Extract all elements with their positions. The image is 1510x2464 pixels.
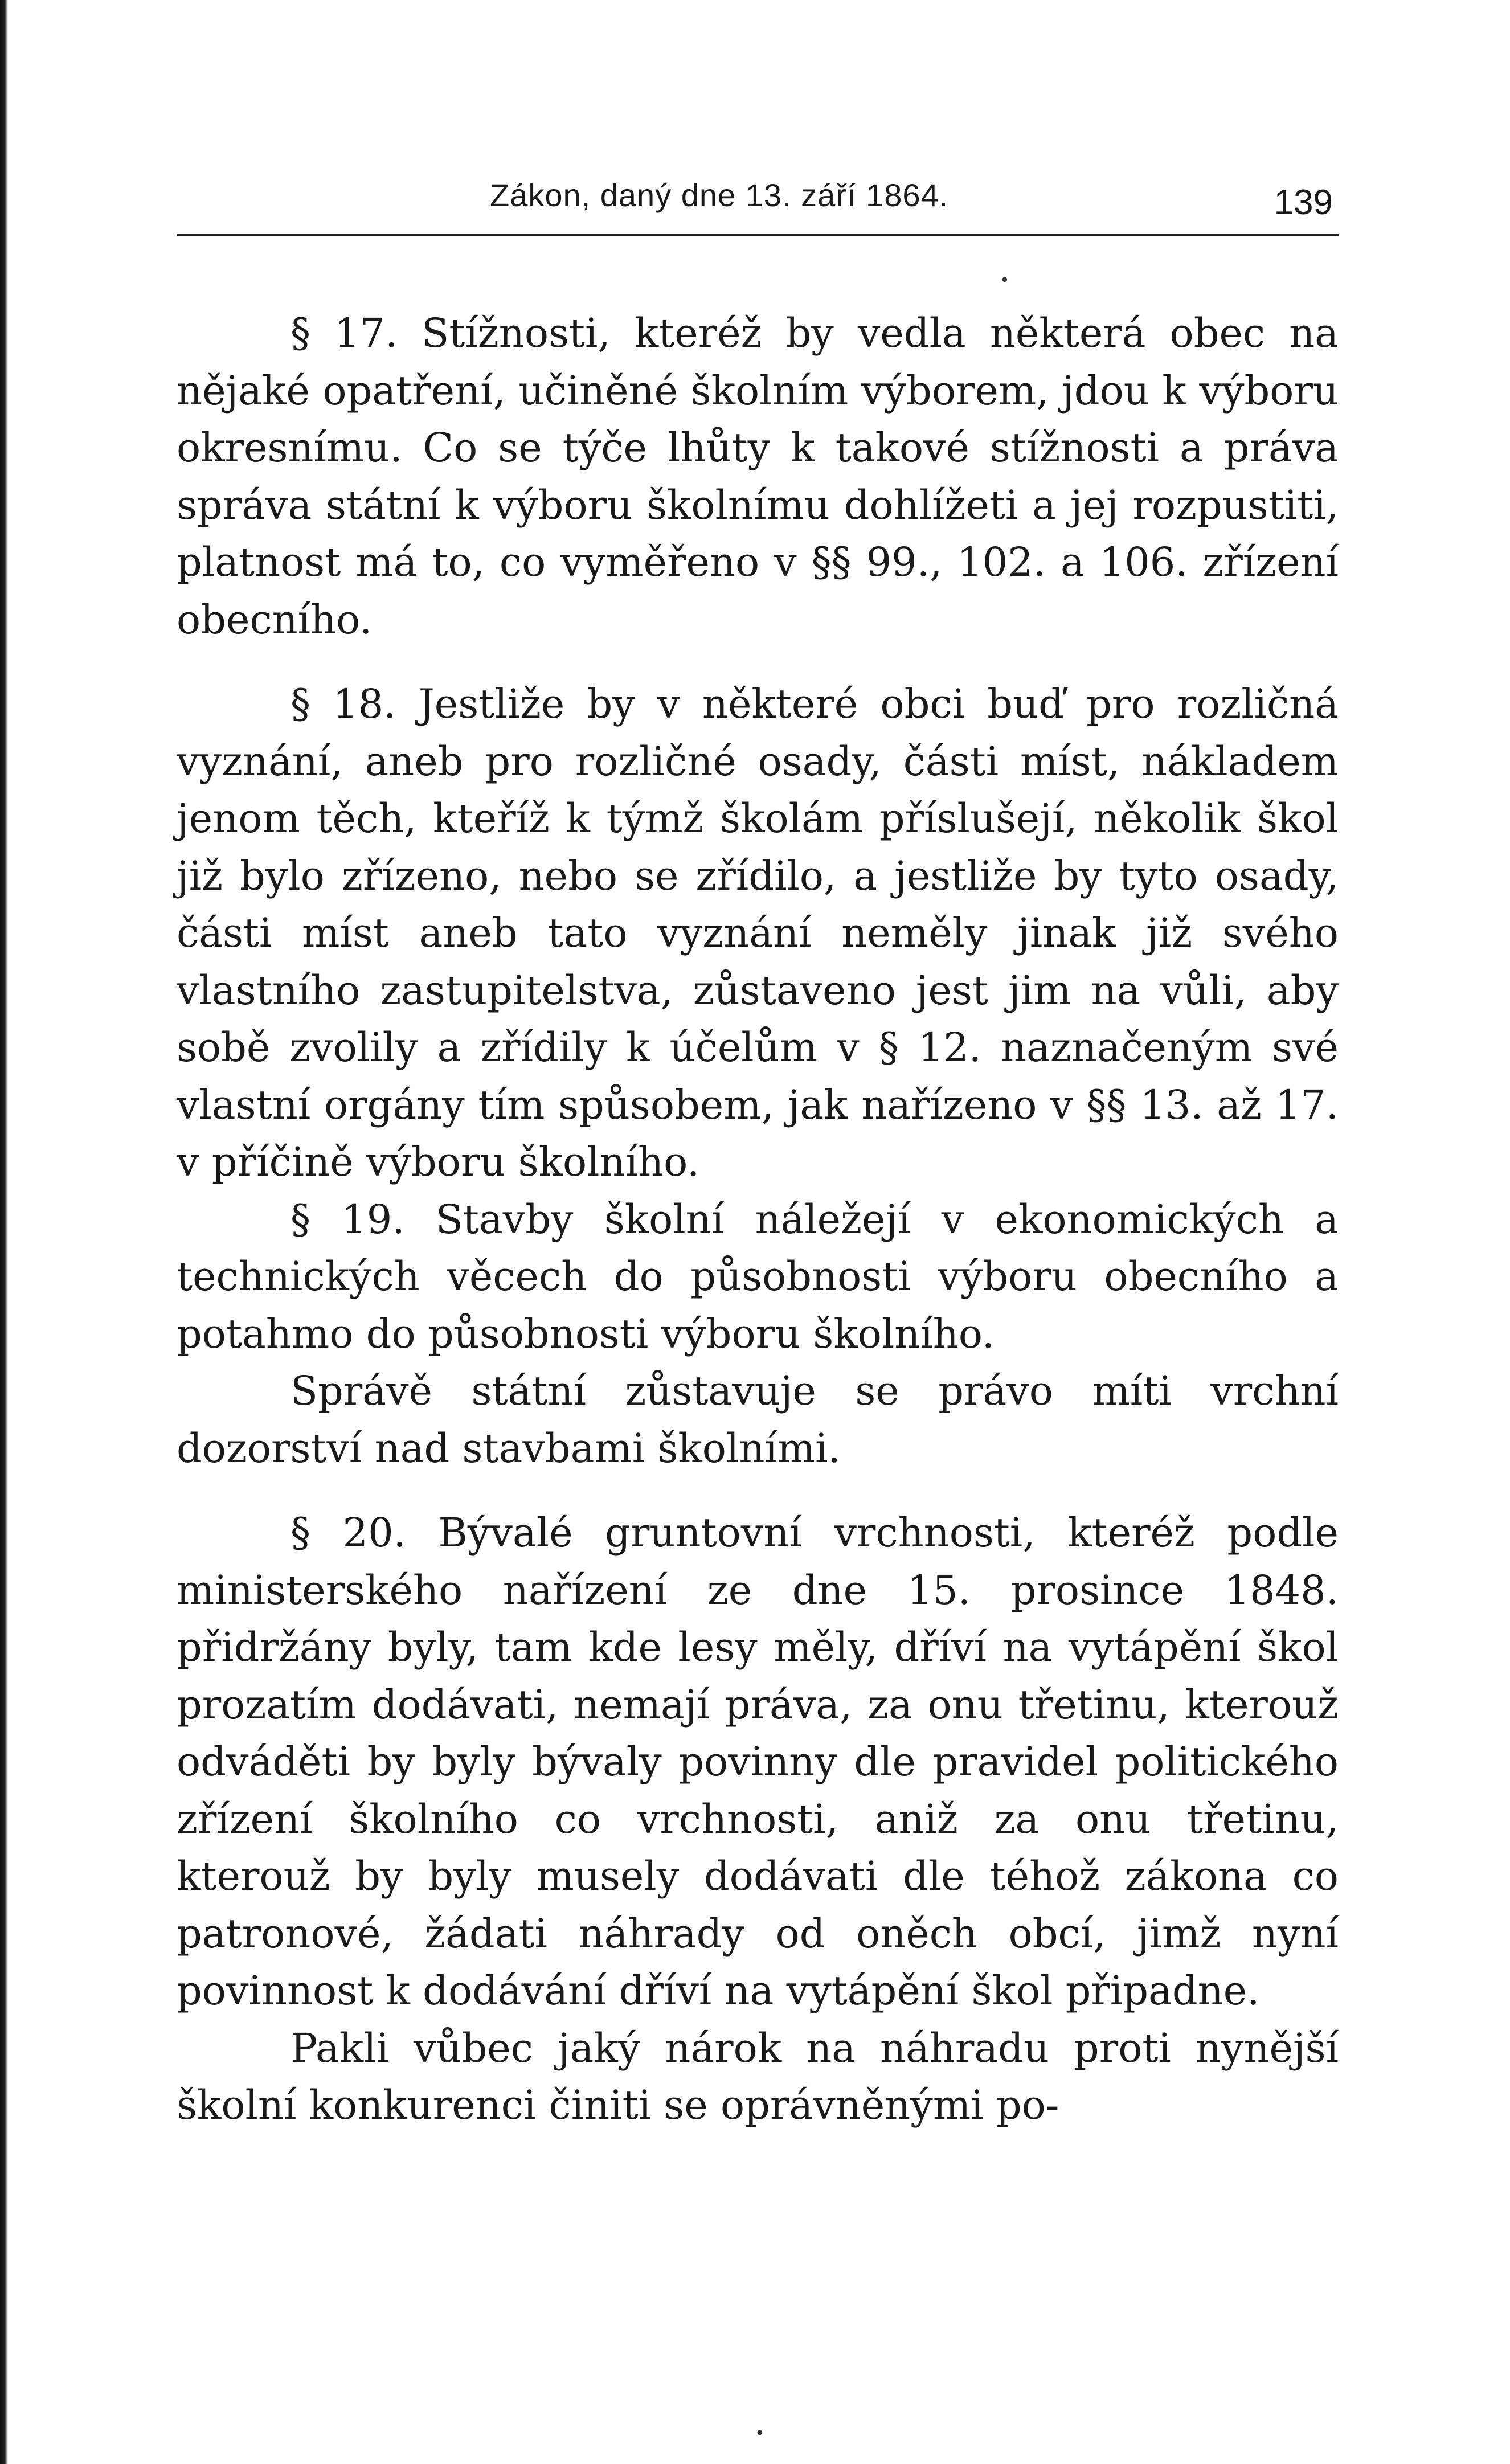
- page-header: [177, 154, 1339, 222]
- running-head: Zákon, daný dne 13. září 1864.: [490, 177, 949, 213]
- paragraph-20: § 20. Bývalé gruntovní vrchnosti, kteréž podle ministerského nařízení ze dne 15. prosince 1848. přidržány byly, tam kde lesy měly, dříví na vytápění škol prozatím dodávati, nemají práva, za onu třetinu, kterouž odváděti by byly bývaly povinny dle pravidel politického zřízení školního co vrchnosti, aniž za onu třetinu, kterouž by byly musely dodávati dle téhož zákona co patronové, žádati náhrady od oněch obcí, jimž nyní povinnost k dodávání dříví na vytápění škol připadne.: [177, 1509, 1339, 2014]
- paragraph-18: § 18. Jestliže by v některé obci buď pro rozličná vyznání, aneb pro rozličné osady, části míst, nákladem jenom těch, kteříž k týmž školám příslušejí, několik škol již bylo zřízeno, nebo se zřídilo, a jestliže by tyto osady, části míst aneb tato vyznání neměly jinak již svého vlastního zastupitelstva, zůstaveno jest jim na vůli, aby sobě zvolily a zřídily k účelům v § 12. naznačeným své vlastní orgány tím spůsobem, jak nařízeno v §§ 13. až 17. v příčině výboru školního.: [177, 681, 1339, 1185]
- page-number: 139: [1274, 183, 1333, 222]
- paragraph-19: § 19. Stavby školní náležejí v ekonomických a technických věcech do působnosti výboru obecního a potahmo do působnosti výboru školního.: [177, 1196, 1339, 1357]
- paragraph-17: § 17. Stížnosti, kteréž by vedla některá obec na nějaké opatření, učiněné školním výborem, jdou k výboru okresnímu. Co se týče lhůty k takové stížnosti a práva správa státní k výboru školnímu dohlížeti a jej rozpustiti, platnost má to, co vyměřeno v §§ 99., 102. a 106. zřízení obecního.: [177, 310, 1339, 643]
- book-page: [177, 154, 1339, 2129]
- print-speck: •: [1000, 271, 1010, 290]
- scan-edge-shadow: [0, 0, 8, 2464]
- paragraph-20-continued: Pakli vůbec jaký nárok na náhradu proti nynější školní konkurenci činiti se oprávněnými po-: [177, 2024, 1339, 2129]
- print-speck: •: [755, 2424, 765, 2443]
- header-rule: [177, 234, 1339, 236]
- paragraph-19-continued: Správě státní zůstavuje se právo míti vrchní dozorství nad stavbami školními.: [177, 1368, 1339, 1472]
- body-text: [177, 305, 1339, 2134]
